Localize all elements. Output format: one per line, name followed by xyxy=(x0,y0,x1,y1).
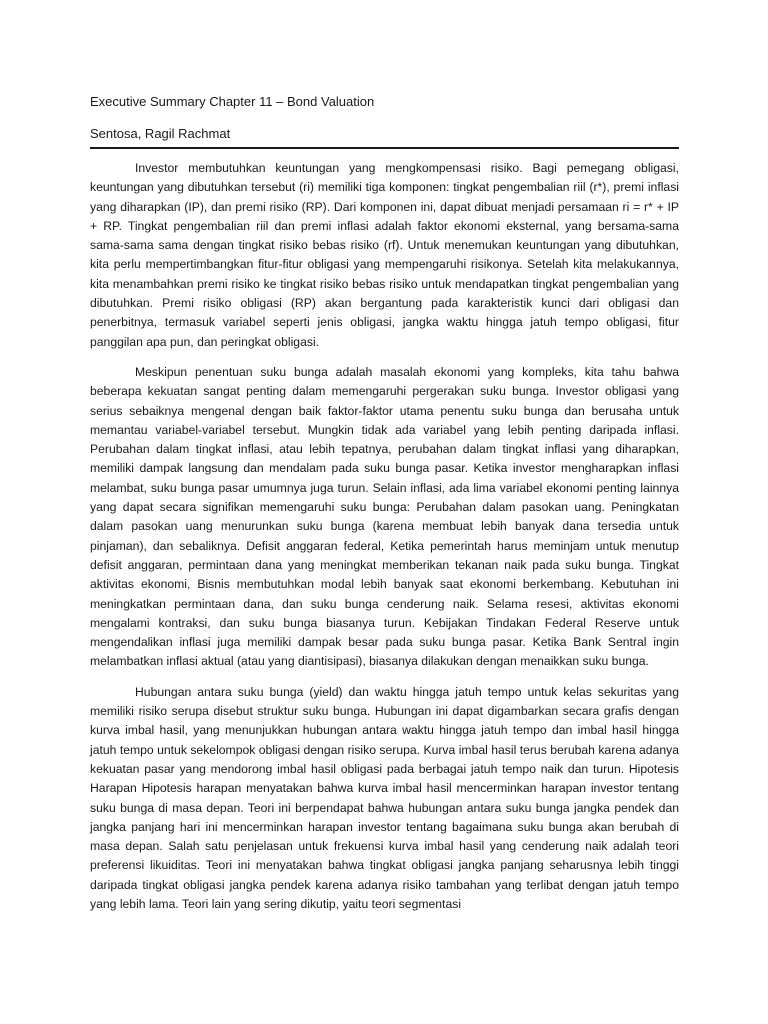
document-title: Executive Summary Chapter 11 – Bond Valuation xyxy=(90,94,375,109)
paragraph-2: Meskipun penentuan suku bunga adalah masalah ekonomi yang kompleks, kita tahu bahwa beberapa kekuatan sangat penting dalam memengaruhi pergerakan suku bunga. Investor obligasi yang serius sebaiknya mengenal dengan baik faktor-faktor utama penentu suku bunga dan berusaha untuk memantau variabel-variabel tersebut. Mungkin tidak ada variabel yang lebih penting daripada inflasi. Perubahan dalam tingkat inflasi, atau lebih tepatnya, perubahan dalam tingkat inflasi yang diharapkan, memiliki dampak langsung dan mendalam pada suku bunga pasar. Ketika investor mengharapkan inflasi melambat, suku bunga pasar umumnya juga turun. Selain inflasi, ada lima variabel ekonomi penting lainnya yang dapat secara signifikan memengaruhi suku bunga: Perubahan dalam pasokan uang. Peningkatan dalam pasokan uang menurunkan suku bunga (karena membuat lebih banyak dana tersedia untuk pinjaman), dan sebaliknya. Defisit anggaran federal, Ketika pemerintah harus meminjam untuk menutup defisit anggaran, permintaan dana yang meningkat memberikan tekanan naik pada suku bunga. Tingkat aktivitas ekonomi, Bisnis membutuhkan modal lebih banyak saat ekonomi berkembang. Kebutuhan ini meningkatkan permintaan dana, dan suku bunga cenderung naik. Selama resesi, aktivitas ekonomi mengalami kontraksi, dan suku bunga biasanya turun. Kebijakan Tindakan Federal Reserve untuk mengendalikan inflasi juga memiliki dampak besar pada suku bunga pasar. Ketika Bank Sentral ingin melambatkan inflasi aktual (atau yang diantisipasi), biasanya dilakukan dengan menaikkan suku bunga. xyxy=(90,364,679,669)
document-author: Sentosa, Ragil Rachmat xyxy=(90,126,231,141)
paragraph-1: Investor membutuhkan keuntungan yang mengkompensasi risiko. Bagi pemegang obligasi, keuntungan yang dibutuhkan tersebut (ri) memiliki tiga komponen: tingkat pengembalian riil (r*), premi inflasi yang diharapkan (IP), dan premi risiko (RP). Dari komponen ini, dapat dibuat menjadi persamaan ri = r* + IP + RP. Tingkat pengembalian riil dan premi inflasi adalah faktor ekonomi eksternal, yang bersama-sama sama-sama sama dengan tingkat risiko bebas risiko (rf). Untuk menemukan keuntungan yang dibutuhkan, kita perlu mempertimbangkan fitur-fitur obligasi yang mempengaruhi risikonya. Setelah kita melakukannya, kita menambahkan premi risiko ke tingkat risiko bebas risiko untuk mendapatkan tingkat pengembalian yang dibutuhkan. Premi risiko obligasi (RP) akan bergantung pada karakteristik kunci dari obligasi dan penerbitnya, termasuk variabel seperti jenis obligasi, jangka waktu hingga jatuh tempo obligasi, fitur panggilan apa pun, dan peringkat obligasi. xyxy=(90,161,679,349)
document-page xyxy=(90,92,679,925)
paragraph-3: Hubungan antara suku bunga (yield) dan waktu hingga jatuh tempo untuk kelas sekuritas yang memiliki risiko serupa disebut struktur suku bunga. Hubungan ini dapat digambarkan secara grafis dengan kurva imbal hasil, yang menunjukkan hubungan antara waktu hingga jatuh tempo dan imbal hasil hingga jatuh tempo untuk sekelompok obligasi dengan risiko serupa. Kurva imbal hasil terus berubah karena adanya kekuatan pasar yang mendorong imbal hasil obligasi pada berbagai jatuh tempo naik dan turun. Hipotesis Harapan Hipotesis harapan menyatakan bahwa kurva imbal hasil mencerminkan harapan investor tentang suku bunga di masa depan. Teori ini berpendapat bahwa hubungan antara suku bunga jangka pendek dan jangka panjang hari ini mencerminkan harapan investor tentang bagaimana suku bunga akan berubah di masa depan. Salah satu penjelasan untuk frekuensi kurva imbal hasil yang cenderung naik adalah teori preferensi likuiditas. Teori ini menyatakan bahwa tingkat obligasi jangka panjang seharusnya lebih tinggi daripada tingkat obligasi jangka pendek karena adanya risiko tambahan yang terlibat dengan jatuh tempo yang lebih lama. Teori lain yang sering dikutip, yaitu teori segmentasi xyxy=(90,684,679,911)
header-divider xyxy=(90,147,679,149)
